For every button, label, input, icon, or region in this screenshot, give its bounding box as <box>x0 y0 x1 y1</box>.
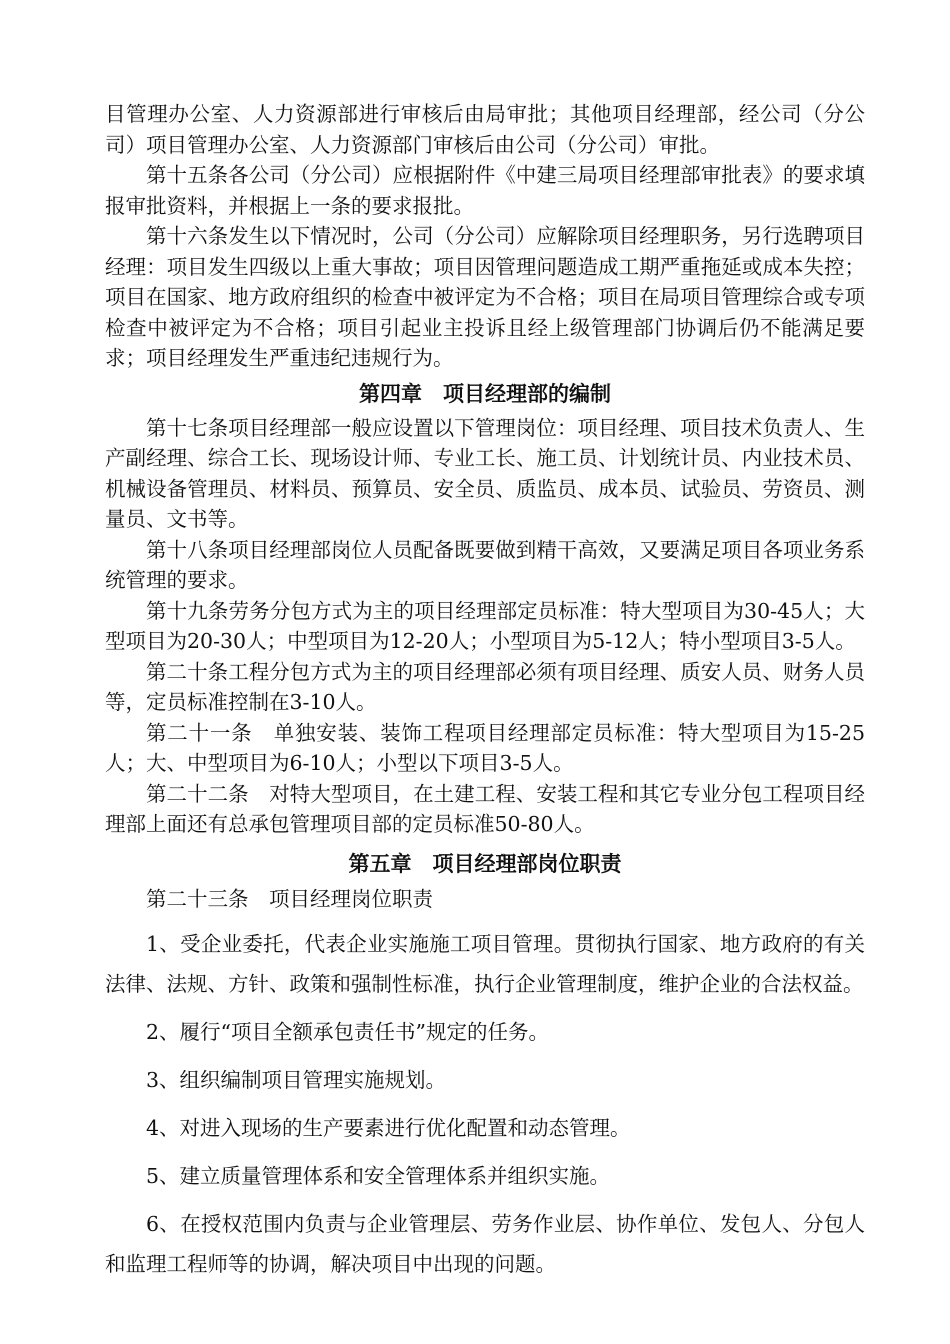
chapter-5-title: 第五章 项目经理部岗位职责 <box>348 851 622 876</box>
article-19: 第十九条劳务分包方式为主的项目经理部定员标准：特大型项目为30-45人；大型项目为20-30人；中型项目为12-20人；小型项目为5-12人；特小型项目3-5人。 <box>105 598 865 653</box>
paragraph-continuation: 目管理办公室、人力资源部进行审核后由局审批；其他项目经理部，经公司（分公司）项目管理办公室、人力资源部门审核后由公司（分公司）审批。 <box>105 102 865 157</box>
chapter-4-title: 第四章 项目经理部的编制 <box>359 381 611 406</box>
document-page <box>105 99 865 1292</box>
article-18: 第十八条项目经理部岗位人员配备既要做到精干高效，又要满足项目各项业务系统管理的要求。 <box>105 537 865 592</box>
duty-item-6: 6、在授权范围内负责与企业管理层、劳务作业层、协作单位、发包人、分包人和监理工程师等的协调，解决项目中出现的问题。 <box>105 1211 865 1276</box>
duty-item-4: 4、对进入现场的生产要素进行优化配置和动态管理。 <box>146 1115 631 1140</box>
duty-item-5: 5、建立质量管理体系和安全管理体系并组织实施。 <box>146 1163 611 1188</box>
duty-item-1: 1、受企业委托，代表企业实施施工项目管理。贯彻执行国家、地方政府的有关法律、法规、方针、政策和强制性标准，执行企业管理制度，维护企业的合法权益。 <box>105 931 865 996</box>
duty-item-3: 3、组织编制项目管理实施规划。 <box>146 1067 447 1092</box>
article-17: 第十七条项目经理部一般应设置以下管理岗位：项目经理、项目技术负责人、生产副经理、综合工长、现场设计师、专业工长、施工员、计划统计员、内业技术员、机械设备管理员、材料员、预算员、安全员、质监员、成本员、试验员、劳资员、测量员、文书等。 <box>105 415 865 531</box>
article-16: 第十六条发生以下情况时，公司（分公司）应解除项目经理职务，另行选聘项目经理：项目发生四级以上重大事故；项目因管理问题造成工期严重拖延或成本失控；项目在国家、地方政府组织的检查中被评定为不合格；项目在局项目管理综合或专项检查中被评定为不合格；项目引起业主投诉且经上级管理部门协调后仍不能满足要求；项目经理发生严重违纪违规行为。 <box>105 224 865 370</box>
article-23-heading: 第二十三条 项目经理岗位职责 <box>146 886 433 911</box>
duty-item-2: 2、履行“项目全额承包责任书”规定的任务。 <box>146 1019 550 1044</box>
article-22: 第二十二条 对特大型项目，在土建工程、安装工程和其它专业分包工程项目经理部上面还有总承包管理项目部的定员标准50-80人。 <box>105 781 865 836</box>
article-21: 第二十一条 单独安装、装饰工程项目经理部定员标准：特大型项目为15-25人；大、中型项目为6-10人；小型以下项目3-5人。 <box>105 720 865 775</box>
article-20: 第二十条工程分包方式为主的项目经理部必须有项目经理、质安人员、财务人员等，定员标准控制在3-10人。 <box>105 659 865 714</box>
article-15: 第十五条各公司（分公司）应根据附件《中建三局项目经理部审批表》的要求填报审批资料，并根据上一条的要求报批。 <box>105 163 865 218</box>
